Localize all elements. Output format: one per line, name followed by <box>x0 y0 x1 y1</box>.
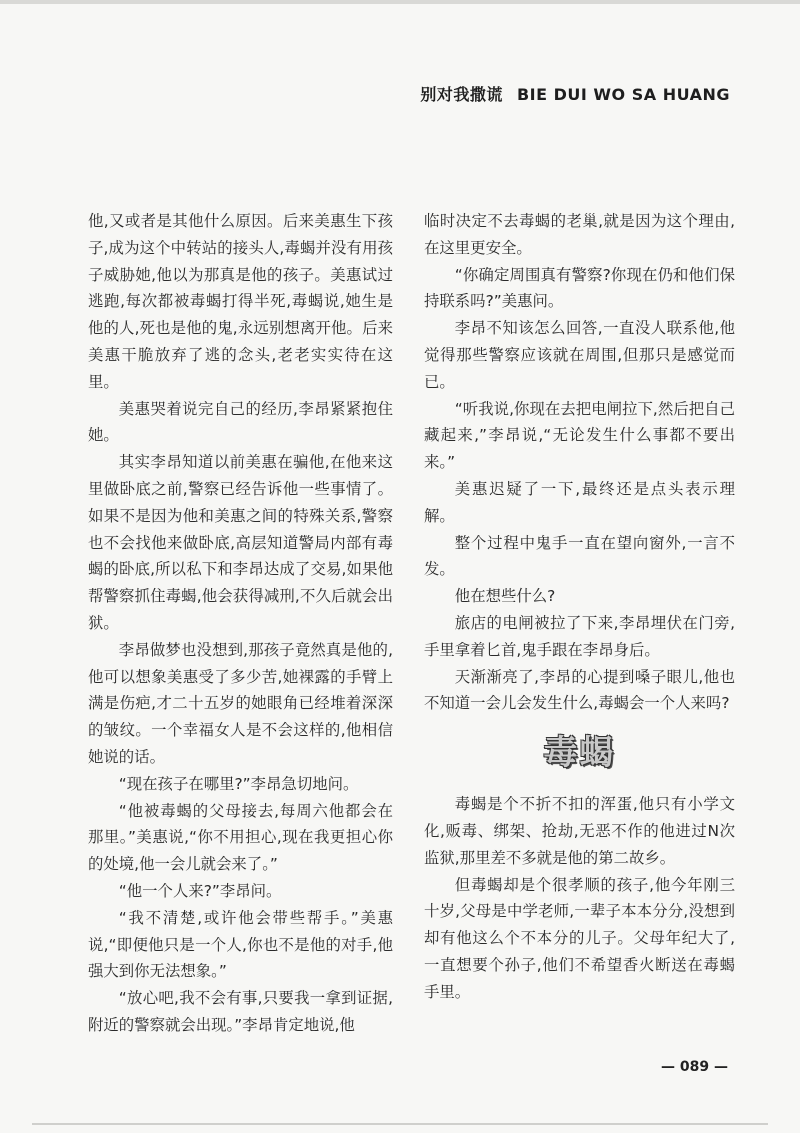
paragraph: 但毒蝎却是个很孝顺的孩子,他今年刚三十岁,父母是中学老师,一辈子本本分分,没想到却有他这么个不本分的儿子。父母年纪大了,一直想要个孙子,他们不希望香火断送在毒蝎手里。 <box>424 875 735 1001</box>
paragraph: “我不清楚,或许他会带些帮手。”美惠说,“即便他只是一个人,你也不是他的对手,他强大到你无法想象。” <box>88 908 393 981</box>
paragraph: 天渐渐亮了,李昂的心提到嗓子眼儿,他也不知道一会儿会发生什么,毒蝎会一个人来吗? <box>424 667 735 713</box>
paragraph: 美惠迟疑了一下,最终还是点头表示理解。 <box>424 479 735 525</box>
paragraph: “听我说,你现在去把电闸拉下,然后把自己藏起来,”李昂说,“无论发生什么事都不要出来。” <box>424 399 735 472</box>
paragraph: 李昂不知该怎么回答,一直没人联系他,他觉得那些警察应该就在周围,但那只是感觉而已。 <box>424 319 735 391</box>
paragraph: 整个过程中鬼手一直在望向窗外,一言不发。 <box>424 533 735 579</box>
paragraph: “现在孩子在哪里?”李昂急切地问。 <box>118 774 359 793</box>
page-number-value: 089 <box>679 1059 710 1075</box>
paragraph: 他在想些什么? <box>454 587 556 606</box>
paragraph: 他,又或者是其他什么原因。后来美惠生下孩子,成为这个中转站的接头人,毒蝎并没有用孩子威胁她,他以为那真是他的孩子。美惠试过逃跑,每次都被毒蝎打得半死,毒蝎说,她生是他的人,死也是他的鬼,永远别想离开他。后来美惠干脆放弃了逃的念头,老老实实待在这里。 <box>88 212 393 391</box>
paragraph: 临时决定不去毒蝎的老巢,就是因为这个理由,在这里更安全。 <box>424 212 735 257</box>
header-title-cn: 别对我撒谎 <box>420 85 503 104</box>
paragraph: 美惠哭着说完自己的经历,李昂紧紧抱住她。 <box>88 399 393 445</box>
paragraph: 其实李昂知道以前美惠在骗他,在他来这里做卧底之前,警察已经告诉他一些事情了。如果不是因为他和美惠之间的特殊关系,警察也不会找他来做卧底,高层知道警局内部有毒蝎的卧底,所以私下和李昂达成了交易,如果他帮警察抓住毒蝎,他会获得减刑,不久后就会出狱。 <box>88 453 393 632</box>
paragraph: 旅店的电闸被拉了下来,李昂埋伏在门旁,手里拿着匕首,鬼手跟在李昂身后。 <box>424 613 735 659</box>
left-column <box>88 208 393 1039</box>
paragraph: “他被毒蝎的父母接去,每周六他都会在那里。”美惠说,“你不用担心,现在我更担心你的处境,他一会儿就会来了。” <box>88 801 393 874</box>
bottom-edge-rule <box>32 1123 768 1125</box>
paragraph: “放心吧,我不会有事,只要我一拿到证据,附近的警察就会出现。”李昂肯定地说,他 <box>88 989 393 1034</box>
paragraph: “你确定周围真有警察?你现在仍和他们保持联系吗?”美惠问。 <box>424 265 735 311</box>
header-title-pinyin: BIE DUI WO SA HUANG <box>516 85 730 104</box>
paragraph: 毒蝎是个不折不扣的浑蛋,他只有小学文化,贩毒、绑架、抢劫,无恶不作的他进过N次监狱,那里差不多就是他的第二故乡。 <box>424 795 735 867</box>
page-number: — 089 — <box>661 1059 728 1075</box>
section-title: 毒蝎 <box>543 733 616 774</box>
right-column <box>424 208 735 1006</box>
paragraph: “他一个人来?”李昂问。 <box>118 881 282 900</box>
top-edge-shade <box>0 0 800 4</box>
paragraph: 李昂做梦也没想到,那孩子竟然真是他的,他可以想象美惠受了多少苦,她裸露的手臂上满是伤疤,才二十五岁的她眼角已经堆着深深的皱纹。一个幸福女人是不会这样的,他相信她说的话。 <box>88 640 393 766</box>
running-header <box>420 82 730 105</box>
